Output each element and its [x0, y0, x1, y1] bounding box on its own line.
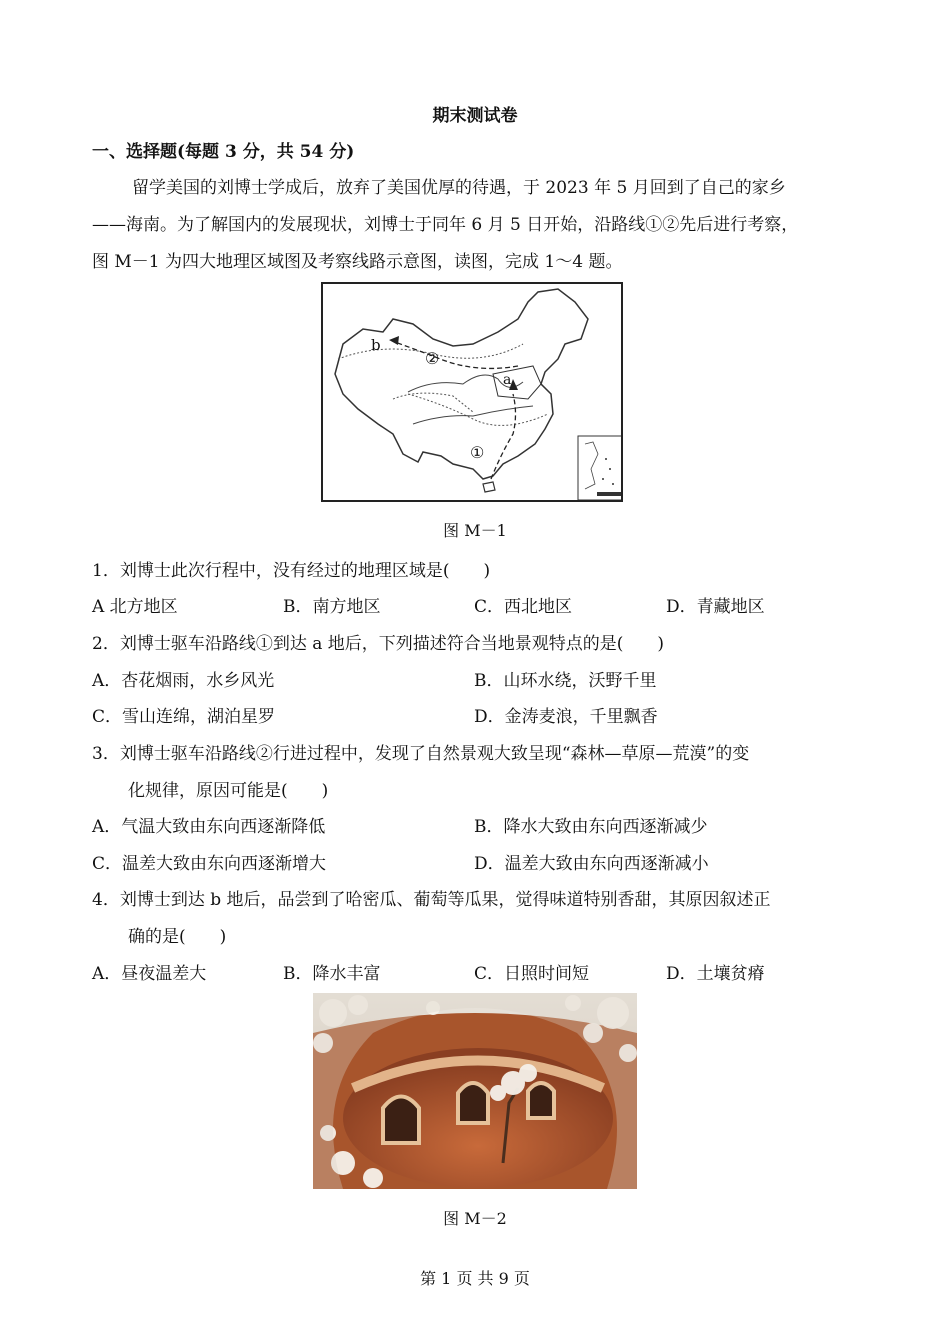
label-a: a: [503, 372, 512, 388]
q2-option-d: D．金涛麦浪，千里飘香: [474, 707, 658, 727]
hainan-island: [483, 482, 495, 492]
q2-option-c: C．雪山连绵，湖泊星罗: [92, 707, 276, 727]
q4-option-c: C．日照时间短: [474, 964, 590, 984]
question-1-stem: 1．刘博士此次行程中，没有经过的地理区域是( ): [92, 561, 491, 581]
question-2-stem: 2．刘博士驱车沿路线①到达 a 地后，下列描述符合当地景观特点的是( ): [92, 634, 665, 654]
q1-option-d: D．青藏地区: [666, 597, 765, 617]
china-region-map: [321, 282, 623, 502]
photo-illustration: [313, 993, 637, 1189]
question-4-stem-line-1: 4．刘博士到达 b 地后，品尝到了哈密瓜、葡萄等瓜果，觉得味道特别香甜，其原因叙述正: [92, 890, 771, 910]
question-3-stem-line-1: 3．刘博士驱车沿路线②行进过程中，发现了自然景观大致呈现“森林—草原—荒漠”的变: [92, 744, 750, 764]
route-1-path: [491, 394, 516, 479]
q3-option-b: B．降水大致由东向西逐渐减少: [474, 817, 708, 837]
q1-option-a: A 北方地区: [92, 597, 178, 617]
q4-option-d: D．土壤贫瘠: [666, 964, 765, 984]
figure-2-caption: 图 M－2: [443, 1209, 507, 1228]
intro-line-2: ——海南。为了解国内的发展现状，刘博士于同年 6 月 5 日开始，沿路线①②先后进行考察，: [92, 215, 799, 235]
boundary-tibet: [393, 393, 473, 412]
q3-option-d: D．温差大致由东向西逐渐减小: [474, 854, 709, 874]
q4-option-b: B．降水丰富: [283, 964, 381, 984]
label-route-2: ②: [425, 349, 440, 368]
q3-option-c: C．温差大致由东向西逐渐增大: [92, 854, 327, 874]
question-3-stem-line-2: 化规律，原因可能是( ): [128, 781, 329, 801]
q3-option-a: A．气温大致由东向西逐渐降低: [92, 817, 326, 837]
page-title: 期末测试卷: [432, 106, 518, 126]
map-drawing: [323, 284, 621, 500]
page-footer: 第 1 页 共 9 页: [420, 1269, 530, 1288]
q2-option-b: B．山环水绕，沃野千里: [474, 671, 657, 691]
intro-line-3: 图 M－1 为四大地理区域图及考察线路示意图，读图，完成 1～4 题。: [92, 252, 623, 272]
q1-option-c: C．西北地区: [474, 597, 573, 617]
label-b: b: [371, 336, 381, 354]
cave-dwelling-photo: [313, 993, 637, 1189]
label-route-1: ①: [470, 443, 485, 462]
intro-line-1: 留学美国的刘博士学成后，放弃了美国优厚的待遇，于 2023 年 5 月回到了自己的家乡: [132, 178, 786, 198]
q4-option-a: A．昼夜温差大: [92, 964, 207, 984]
figure-1-caption: 图 M－1: [443, 521, 507, 540]
q2-option-a: A．杏花烟雨，水乡风光: [92, 671, 275, 691]
question-4-stem-line-2: 确的是( ): [128, 927, 227, 947]
route-2-arrow: [389, 336, 399, 345]
section-heading: 一、选择题(每题 3 分，共 54 分): [92, 142, 355, 162]
south-china-sea-inset: [578, 436, 621, 500]
q1-option-b: B．南方地区: [283, 597, 381, 617]
